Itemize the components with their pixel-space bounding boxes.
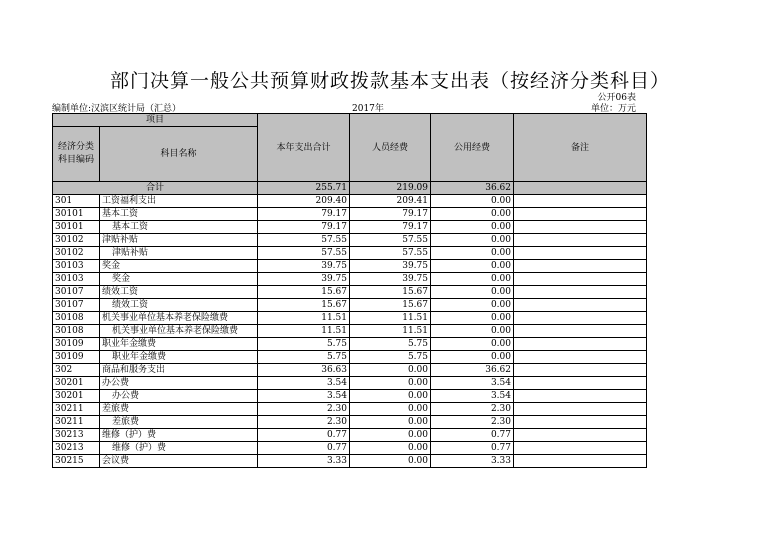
row-code: 30103: [53, 260, 100, 273]
row-name: 津贴补贴: [100, 247, 258, 260]
header-remark: 备注: [514, 114, 647, 182]
row-public: 0.00: [431, 312, 514, 325]
row-remark: [514, 351, 647, 364]
total-amount: 255.71: [258, 182, 350, 195]
row-name: 基本工资: [100, 208, 258, 221]
row-code: 301: [53, 195, 100, 208]
page-title: 部门决算一般公共预算财政拨款基本支出表（按经济分类科目）: [109, 70, 670, 92]
row-remark: [514, 390, 647, 403]
row-remark: [514, 208, 647, 221]
row-personnel: 39.75: [350, 273, 431, 286]
row-personnel: 5.75: [350, 338, 431, 351]
row-total: 57.55: [258, 247, 350, 260]
row-remark: [514, 442, 647, 455]
row-personnel: 0.00: [350, 390, 431, 403]
total-personnel: 219.09: [350, 182, 431, 195]
row-public: 0.77: [431, 429, 514, 442]
table-number: 公开06表: [597, 93, 636, 103]
row-total: 15.67: [258, 299, 350, 312]
row-code: 30107: [53, 299, 100, 312]
meta-row: [52, 101, 636, 113]
row-remark: [514, 455, 647, 468]
row-code: 30103: [53, 273, 100, 286]
row-name: 基本工资: [100, 221, 258, 234]
row-remark: [514, 377, 647, 390]
row-public: 2.30: [431, 416, 514, 429]
row-total: 3.54: [258, 377, 350, 390]
table-row: [53, 325, 647, 338]
row-total: 39.75: [258, 260, 350, 273]
table-row: [53, 312, 647, 325]
row-code: 30109: [53, 338, 100, 351]
table-row: [53, 221, 647, 234]
row-personnel: 0.00: [350, 416, 431, 429]
row-name: 会议费: [100, 455, 258, 468]
row-remark: [514, 312, 647, 325]
row-remark: [514, 338, 647, 351]
row-total: 3.54: [258, 390, 350, 403]
row-remark: [514, 403, 647, 416]
row-code: 30101: [53, 221, 100, 234]
row-public: 0.00: [431, 221, 514, 234]
row-code: 30108: [53, 312, 100, 325]
year-label: 2017年: [352, 104, 384, 114]
header-total: 本年支出合计: [258, 114, 350, 182]
row-code: 30201: [53, 390, 100, 403]
row-personnel: 57.55: [350, 234, 431, 247]
row-public: 0.00: [431, 338, 514, 351]
row-personnel: 11.51: [350, 312, 431, 325]
row-remark: [514, 273, 647, 286]
table-row: [53, 338, 647, 351]
row-public: 36.62: [431, 364, 514, 377]
row-public: 0.00: [431, 351, 514, 364]
row-total: 2.30: [258, 403, 350, 416]
table-row: [53, 390, 647, 403]
row-public: 0.00: [431, 247, 514, 260]
row-code: 30101: [53, 208, 100, 221]
row-code: 30201: [53, 377, 100, 390]
row-personnel: 0.00: [350, 442, 431, 455]
table-row: [53, 429, 647, 442]
row-public: 0.00: [431, 208, 514, 221]
table-row: [53, 260, 647, 273]
row-personnel: 79.17: [350, 221, 431, 234]
row-public: 0.00: [431, 234, 514, 247]
table-row: [53, 403, 647, 416]
table-row: [53, 286, 647, 299]
row-name: 津贴补贴: [100, 234, 258, 247]
row-public: 0.00: [431, 286, 514, 299]
row-personnel: 209.41: [350, 195, 431, 208]
table-row: [53, 208, 647, 221]
table-row: [53, 195, 647, 208]
row-code: 30102: [53, 247, 100, 260]
row-total: 0.77: [258, 442, 350, 455]
row-name: 差旅费: [100, 403, 258, 416]
row-total: 36.63: [258, 364, 350, 377]
row-public: 0.00: [431, 260, 514, 273]
row-name: 维修（护）费: [100, 429, 258, 442]
row-remark: [514, 195, 647, 208]
row-name: 绩效工资: [100, 299, 258, 312]
header-code: 经济分类科目编码: [53, 127, 100, 182]
row-code: 30108: [53, 325, 100, 338]
header-item: 项目: [53, 114, 258, 127]
row-total: 11.51: [258, 312, 350, 325]
row-public: 0.77: [431, 442, 514, 455]
row-personnel: 11.51: [350, 325, 431, 338]
total-row: [53, 182, 647, 195]
row-remark: [514, 260, 647, 273]
row-name: 差旅费: [100, 416, 258, 429]
table-row: [53, 442, 647, 455]
header-name: 科目名称: [100, 127, 258, 182]
row-name: 职业年金缴费: [100, 351, 258, 364]
row-name: 办公费: [100, 377, 258, 390]
row-remark: [514, 364, 647, 377]
row-code: 30107: [53, 286, 100, 299]
row-personnel: 0.00: [350, 455, 431, 468]
row-remark: [514, 325, 647, 338]
row-code: 30102: [53, 234, 100, 247]
row-remark: [514, 247, 647, 260]
row-name: 商品和服务支出: [100, 364, 258, 377]
row-remark: [514, 234, 647, 247]
row-total: 5.75: [258, 338, 350, 351]
row-total: 15.67: [258, 286, 350, 299]
row-name: 工资福利支出: [100, 195, 258, 208]
table-row: [53, 377, 647, 390]
row-code: 30109: [53, 351, 100, 364]
row-personnel: 15.67: [350, 299, 431, 312]
row-remark: [514, 221, 647, 234]
row-total: 79.17: [258, 221, 350, 234]
row-total: 0.77: [258, 429, 350, 442]
row-total: 3.33: [258, 455, 350, 468]
row-remark: [514, 286, 647, 299]
row-personnel: 57.55: [350, 247, 431, 260]
row-name: 职业年金缴费: [100, 338, 258, 351]
row-code: 30211: [53, 416, 100, 429]
row-personnel: 0.00: [350, 403, 431, 416]
row-name: 机关事业单位基本养老保险缴费: [100, 312, 258, 325]
row-personnel: 15.67: [350, 286, 431, 299]
header-public: 公用经费: [431, 114, 514, 182]
row-name: 绩效工资: [100, 286, 258, 299]
row-personnel: 0.00: [350, 377, 431, 390]
table-row: [53, 351, 647, 364]
table-row: [53, 247, 647, 260]
row-remark: [514, 429, 647, 442]
table-row: [53, 364, 647, 377]
row-code: 30213: [53, 442, 100, 455]
row-total: 2.30: [258, 416, 350, 429]
total-label: 合计: [53, 182, 258, 195]
row-code: 30215: [53, 455, 100, 468]
row-code: 30211: [53, 403, 100, 416]
organization-label: 编制单位:汉滨区统计局（汇总）: [52, 104, 182, 114]
row-personnel: 0.00: [350, 364, 431, 377]
table-row: [53, 455, 647, 468]
row-total: 5.75: [258, 351, 350, 364]
row-code: 30213: [53, 429, 100, 442]
total-remark: [514, 182, 647, 195]
row-total: 209.40: [258, 195, 350, 208]
row-code: 302: [53, 364, 100, 377]
row-personnel: 0.00: [350, 429, 431, 442]
row-total: 57.55: [258, 234, 350, 247]
row-public: 3.54: [431, 377, 514, 390]
row-public: 0.00: [431, 299, 514, 312]
row-personnel: 79.17: [350, 208, 431, 221]
row-name: 机关事业单位基本养老保险缴费: [100, 325, 258, 338]
row-public: 0.00: [431, 273, 514, 286]
total-public: 36.62: [431, 182, 514, 195]
row-name: 奖金: [100, 260, 258, 273]
table-row: [53, 234, 647, 247]
row-remark: [514, 299, 647, 312]
header-personnel: 人员经费: [350, 114, 431, 182]
table-row: [53, 273, 647, 286]
row-personnel: 39.75: [350, 260, 431, 273]
row-total: 79.17: [258, 208, 350, 221]
row-name: 办公费: [100, 390, 258, 403]
row-total: 11.51: [258, 325, 350, 338]
expenditure-table: [52, 113, 647, 468]
row-name: 奖金: [100, 273, 258, 286]
row-public: 0.00: [431, 195, 514, 208]
row-name: 维修（护）费: [100, 442, 258, 455]
row-total: 39.75: [258, 273, 350, 286]
table-row: [53, 299, 647, 312]
row-public: 3.33: [431, 455, 514, 468]
row-public: 0.00: [431, 325, 514, 338]
row-public: 3.54: [431, 390, 514, 403]
unit-label: 单位：万元: [590, 104, 636, 114]
row-public: 2.30: [431, 403, 514, 416]
table-row: [53, 416, 647, 429]
row-remark: [514, 416, 647, 429]
row-personnel: 5.75: [350, 351, 431, 364]
